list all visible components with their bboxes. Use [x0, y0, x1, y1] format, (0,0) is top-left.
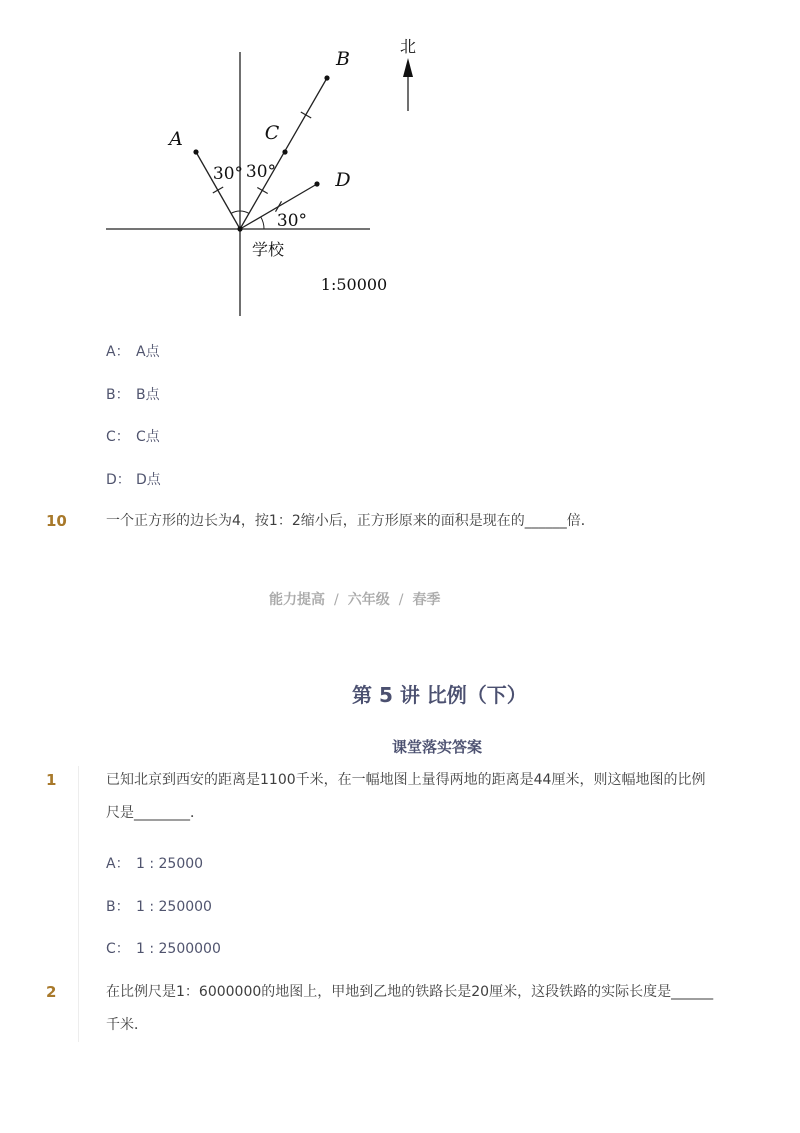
- origin-dot: [237, 226, 242, 231]
- option-text: 1 : 2500000: [136, 941, 221, 957]
- option-label: D：: [106, 472, 131, 488]
- point-b-label: B: [336, 48, 350, 70]
- tick-mark: [257, 188, 267, 194]
- question-text-line: 在比例尺是1：6000000的地图上，甲地到乙地的铁路长是20厘米，这段铁路的实际长度是______: [106, 984, 714, 1000]
- footer-separator: /: [398, 592, 404, 608]
- option-b: [106, 385, 160, 405]
- question-number: 2: [46, 983, 57, 1001]
- angle-label-bottom: 30°: [276, 211, 308, 231]
- point-c-label: C: [264, 122, 280, 144]
- angle-arc-d: [261, 217, 264, 229]
- option-text: 1 : 25000: [136, 856, 204, 872]
- option-label: A：: [106, 344, 130, 360]
- lecture-title: 第 5 讲 比例（下）: [352, 683, 527, 707]
- point-a-label: A: [169, 128, 183, 150]
- option-text: 1 : 250000: [136, 899, 212, 915]
- scale-label: 1:50000: [320, 275, 388, 294]
- question-text-line: 千米．: [106, 1017, 148, 1033]
- question-block-divider: [78, 766, 79, 1042]
- option-label: C：: [106, 429, 130, 445]
- point-d-dot: [314, 181, 319, 186]
- question-text-line: 已知北京到西安的距离是1100千米，在一幅地图上量得两地的距离是44厘米，则这幅地图的比例: [106, 772, 706, 788]
- question-number: 10: [46, 512, 67, 530]
- option-c: [106, 427, 160, 447]
- tick-mark: [213, 187, 223, 193]
- angle-label-right: 30°: [245, 162, 277, 182]
- origin-label: 学校: [251, 240, 285, 259]
- option-a: [106, 342, 160, 362]
- tick-mark: [301, 112, 311, 118]
- option-text: D点: [136, 472, 161, 488]
- option-b: [106, 897, 212, 917]
- option-a: [106, 854, 204, 874]
- option-d: [106, 470, 161, 490]
- angle-label-left: 30°: [212, 164, 244, 184]
- north-label: 北: [399, 37, 417, 56]
- direction-diagram: [0, 0, 480, 330]
- question-number: 1: [46, 771, 57, 789]
- option-label: B：: [106, 899, 130, 915]
- footer-part: 能力提高: [269, 592, 325, 608]
- question-text-line: 尺是________．: [106, 805, 204, 821]
- option-label: C：: [106, 941, 130, 957]
- point-b-dot: [324, 75, 329, 80]
- option-label: A：: [106, 856, 130, 872]
- section-subtitle: 课堂落实答案: [392, 738, 483, 756]
- point-c-dot: [282, 149, 287, 154]
- point-d-label: D: [335, 169, 351, 191]
- footer-part: 春季: [412, 592, 441, 608]
- page-footer: [269, 590, 440, 610]
- footer-separator: /: [334, 592, 339, 608]
- option-label: B：: [106, 387, 130, 403]
- point-a-dot: [193, 149, 198, 154]
- option-text: C点: [136, 429, 160, 445]
- option-text: B点: [136, 387, 160, 403]
- option-c: [106, 939, 221, 959]
- footer-part: 六年级: [347, 592, 390, 608]
- option-text: A点: [136, 344, 160, 360]
- question-text: 一个正方形的边长为4，按1：2缩小后，正方形原来的面积是现在的______倍．: [106, 513, 595, 529]
- north-arrow-icon: [403, 58, 413, 77]
